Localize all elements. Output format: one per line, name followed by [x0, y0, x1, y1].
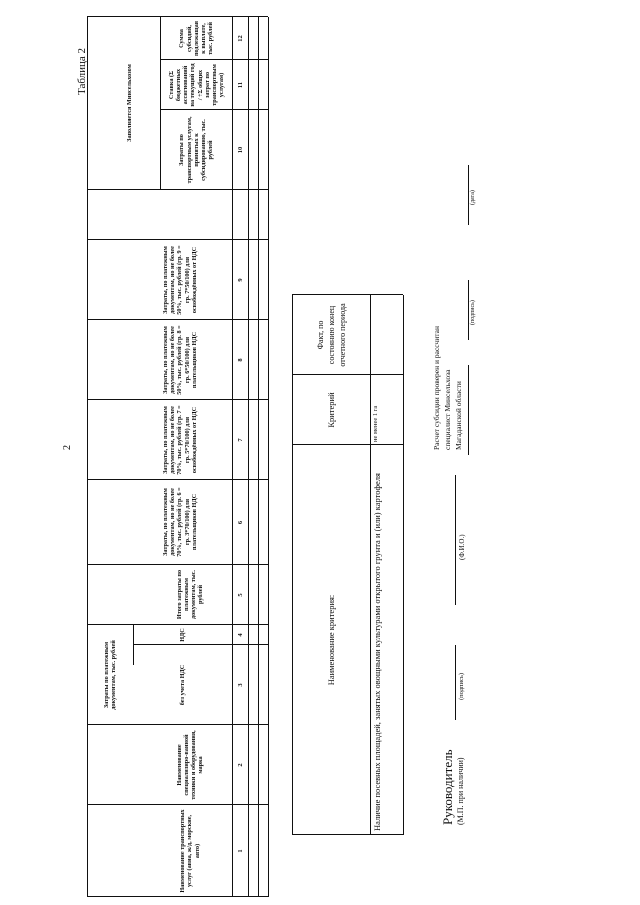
col-number: 4 — [236, 633, 244, 637]
header-transport: Наименование транспортных услуг (авиа, ж/д, морские, авто) — [179, 809, 201, 893]
criteria-row-criterion: не менее 1 га — [372, 405, 379, 442]
header-without-vat: без учета НДС — [179, 664, 187, 706]
calc-line-3: Магаданской области — [454, 381, 463, 450]
signature-mp: (М.П. при наличии) — [456, 757, 465, 825]
col-number: 2 — [236, 763, 244, 767]
table-title: Таблица 2 — [76, 47, 88, 95]
criteria-row-name: Наличие посевных площадей, занятых овощными культурами открытого грунта и (или) картофеля — [372, 473, 382, 831]
header-50-vat: Затраты, по платежным документам, но не более 50%, тыс. рублей (гр. 8 = гр. 6*50/100) для плательщиков НДС — [161, 325, 198, 395]
criteria-header-criterion: Критерий — [326, 392, 336, 428]
calc-line-2: специалист Минсельхоза — [443, 369, 452, 450]
col-number: 10 — [236, 146, 244, 154]
col-number: 6 — [236, 520, 244, 525]
header-costs-group: Затраты по платежным документам, тыс. рублей — [102, 640, 117, 710]
col-number: 7 — [236, 438, 244, 442]
col-number: 9 — [236, 278, 244, 282]
header-70-vat: Затраты, по платежным документам, но не более 70%, тыс. рублей (гр. 6 = гр. 3*70/100) для плательщиков НДС — [161, 487, 198, 557]
col-number: 12 — [236, 35, 244, 42]
header-ministry: Заполняется Минсельхозом — [126, 64, 134, 142]
criteria-header-fact: Факт, по состоянию конец отчетного периода — [315, 303, 347, 367]
col-number: 3 — [236, 683, 244, 687]
header-accepted: Затраты по транспортным услугам, принятых к субсидированию, тыс. рублей — [178, 116, 215, 184]
page-number: 2 — [62, 445, 73, 450]
signature-title: Руководитель — [440, 749, 455, 825]
col-number: 11 — [236, 81, 244, 89]
criteria-header-name: Наименование критерия: — [326, 594, 336, 686]
header-vat: НДС — [179, 628, 187, 642]
col-number: 5 — [236, 593, 244, 597]
calc-date-label: (дата) — [470, 190, 476, 205]
signature-fio-label: (Ф.И.О.) — [458, 534, 466, 560]
calc-sign-label: (подпись) — [470, 300, 476, 325]
header-subsidy: Сумма субсидий, подлежащая к выплате, тыс. рублей — [178, 20, 215, 57]
criteria-row-fact — [372, 298, 402, 372]
header-70-exempt: Затраты, по платежным документам, но не более 70%, тыс. рублей (гр. 7 = гр. 5*70/100) для освобождённых от НДС — [161, 405, 198, 475]
header-machinery: Наименование специализиро-ванной техники и оборудования, марка — [175, 730, 205, 800]
header-50-exempt: Затраты, по платежным документам, но не более 50%, тыс. рублей (гр. 9 = гр. 7*50/100) для освобождённых от НДС — [161, 245, 198, 315]
signature-sign-label: (подпись) — [458, 673, 465, 700]
col-number: 8 — [236, 358, 244, 362]
col-number: 1 — [236, 849, 244, 853]
header-total: Итого затраты по платежным документам, тыс. рублей — [175, 569, 205, 620]
calc-line-1: Расчет субсидии проверен и рассчитан — [432, 326, 441, 450]
header-rate: Ставка (Σ бюджетных ассигнований на текущий год / ÷Σ общих затрат по транспортным услугам) — [167, 63, 226, 107]
